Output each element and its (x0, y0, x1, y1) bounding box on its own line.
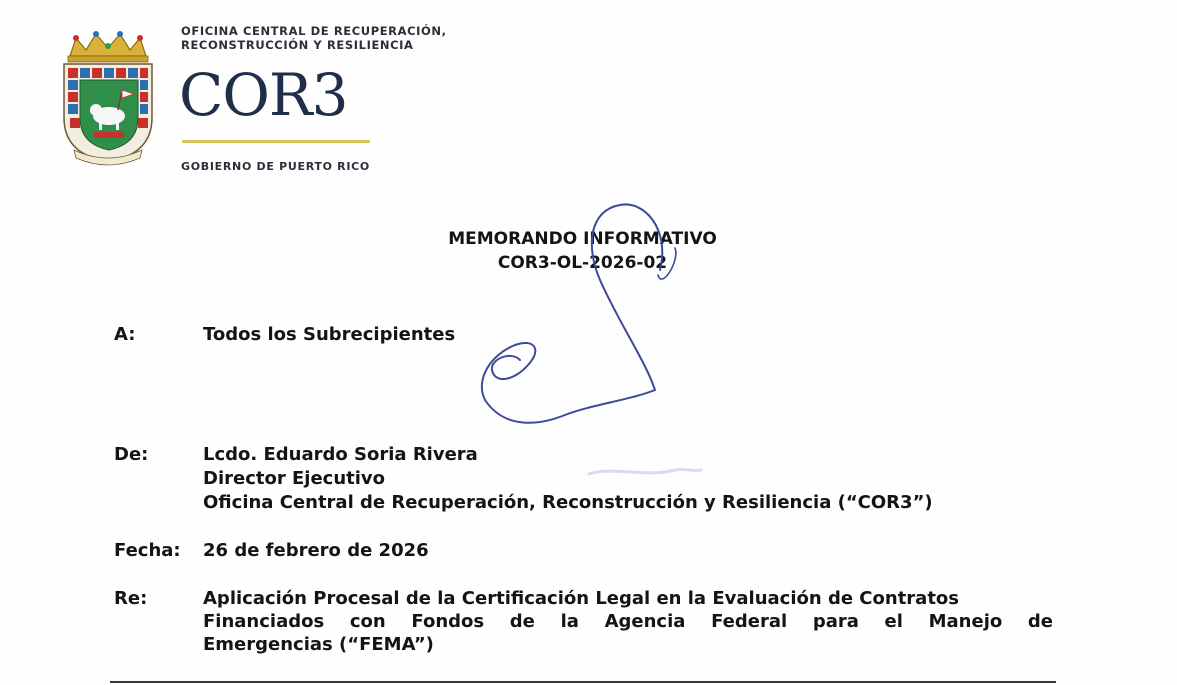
to-label: A: (114, 324, 136, 345)
office-name-line-2: RECONSTRUCCIÓN Y RESILIENCIA (181, 38, 414, 52)
subject-text (203, 587, 1053, 656)
bottom-divider (110, 681, 1056, 683)
memo-title: MEMORANDO INFORMATIVO (448, 229, 717, 249)
from-name: Lcdo. Eduardo Soria Rivera (203, 444, 478, 465)
from-office: Oficina Central de Recuperación, Reconstrucción y Resiliencia (“COR3”) (203, 492, 933, 513)
coat-of-arms-icon (56, 26, 160, 166)
office-name-line-1: OFICINA CENTRAL DE RECUPERACIÓN, (181, 24, 447, 38)
subject-label: Re: (114, 588, 148, 609)
to-value: Todos los Subrecipientes (203, 324, 456, 345)
from-label: De: (114, 444, 149, 465)
subject-line: Aplicación Procesal de la Certificación Legal en la Evaluación de Contratos (203, 588, 959, 609)
government-name: GOBIERNO DE PUERTO RICO (181, 160, 370, 173)
gold-divider (182, 140, 370, 143)
subject-line: Emergencias (“FEMA”) (203, 634, 434, 655)
cor3-logo-text: COR3 (179, 61, 348, 129)
faint-stamp-mark (585, 460, 705, 484)
subject-line: Financiados con Fondos de la Agencia Federal para el Manejo de (203, 611, 1053, 632)
memo-number: COR3-OL-2026-02 (497, 253, 668, 273)
from-position: Director Ejecutivo (203, 468, 386, 489)
date-label: Fecha: (114, 540, 181, 561)
date-value: 26 de febrero de 2026 (203, 540, 429, 561)
